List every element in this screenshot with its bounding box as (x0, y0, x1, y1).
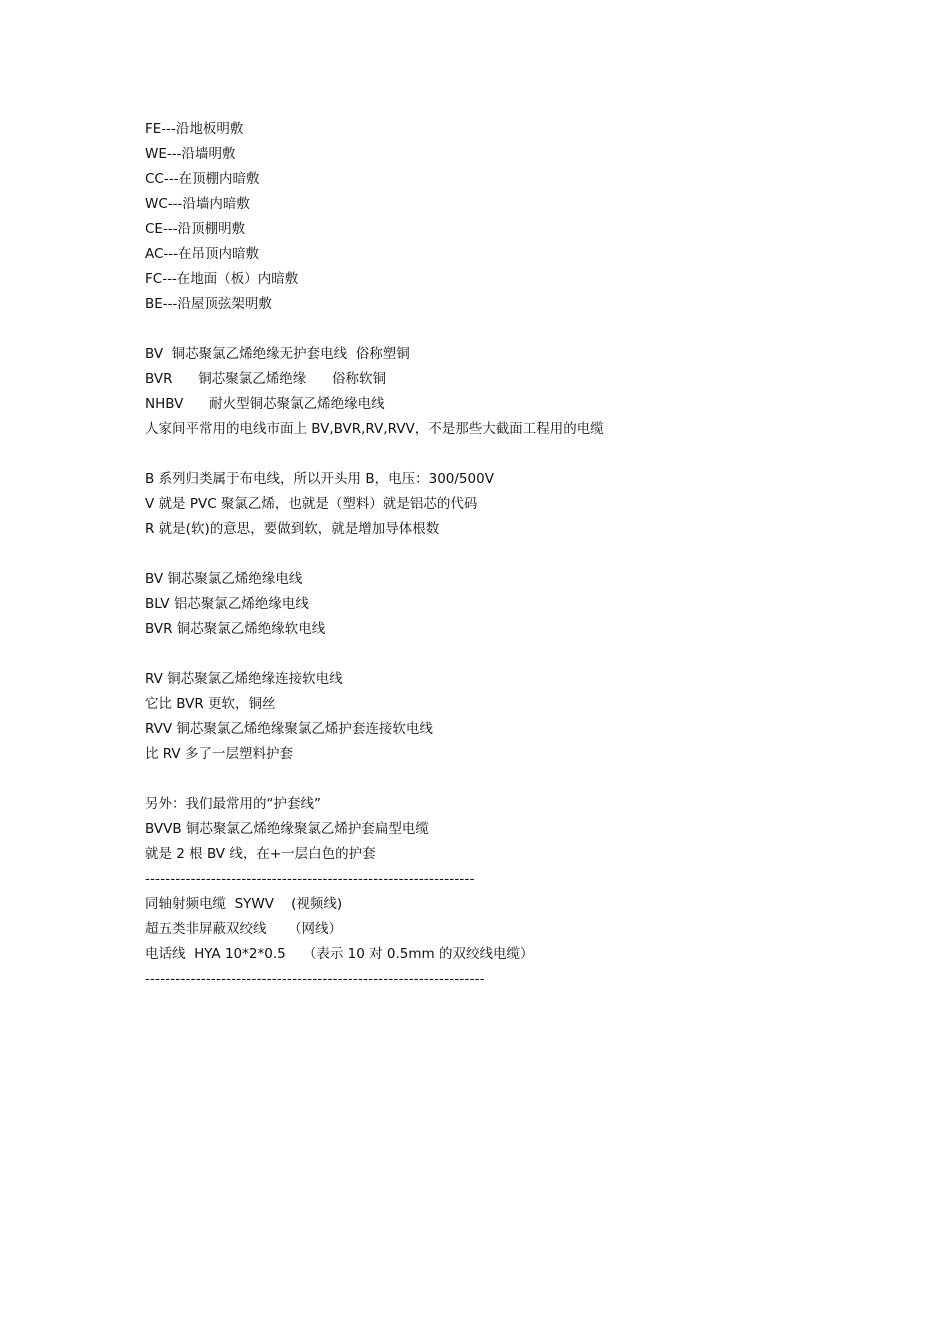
laying-codes-block (145, 117, 865, 317)
text-line: 它比 BVR 更软，铜丝 (145, 696, 276, 712)
sheath-wire-block (145, 792, 865, 867)
text-line: WE---沿墙明敷 (145, 146, 236, 162)
text-line: BV 铜芯聚氯乙烯绝缘电线 (145, 571, 303, 587)
text-line: BVVB 铜芯聚氯乙烯绝缘聚氯乙烯护套扁型电缆 (145, 821, 429, 837)
text-line: 比 RV 多了一层塑料护套 (145, 746, 293, 762)
text-line: WC---沿墙内暗敷 (145, 196, 250, 212)
bv-block (145, 567, 865, 642)
document-body (145, 117, 865, 992)
text-line: CE---沿顶棚明敷 (145, 221, 246, 237)
text-line: B 系列归类属于布电线，所以开头用 B，电压：300/500V (145, 471, 494, 487)
paragraph-gap (145, 442, 865, 467)
text-line: RVV 铜芯聚氯乙烯绝缘聚氯乙烯护套连接软电线 (145, 721, 433, 737)
wire-types-block (145, 342, 865, 442)
text-line: RV 铜芯聚氯乙烯绝缘连接软电线 (145, 671, 343, 687)
paragraph-gap (145, 642, 865, 667)
text-line: BLV 铝芯聚氯乙烯绝缘电线 (145, 596, 309, 612)
text-line: BV 铜芯聚氯乙烯绝缘无护套电线 俗称塑铜 (145, 346, 410, 362)
text-line: 就是 2 根 BV 线，在+一层白色的护套 (145, 846, 376, 862)
text-line: 超五类非屏蔽双绞线 （网线） (145, 921, 342, 937)
text-line: 另外：我们最常用的“护套线” (145, 796, 321, 812)
text-line: FE---沿地板明敷 (145, 121, 244, 137)
text-line: BVR 铜芯聚氯乙烯绝缘 俗称软铜 (145, 371, 386, 387)
text-line: BVR 铜芯聚氯乙烯绝缘软电线 (145, 621, 326, 637)
paragraph-gap (145, 767, 865, 792)
text-line: CC---在顶棚内暗敷 (145, 171, 260, 187)
paragraph-gap (145, 542, 865, 567)
text-line: R 就是(软)的意思，要做到软，就是增加导体根数 (145, 521, 440, 537)
paragraph-gap (145, 317, 865, 342)
text-line: 同轴射频电缆 SYWV (视频线) (145, 896, 343, 912)
text-line: 电话线 HYA 10*2*0.5 （表示 10 对 0.5mm 的双绞线电缆） (145, 946, 534, 962)
text-line: FC---在地面（板）内暗敷 (145, 271, 299, 287)
text-line: AC---在吊顶内暗敷 (145, 246, 260, 262)
separator-line: ------------------------------------------------------------------- (145, 971, 485, 987)
text-line: V 就是 PVC 聚氯乙烯，也就是（塑料）就是铝芯的代码 (145, 496, 478, 512)
text-line: NHBV 耐火型铜芯聚氯乙烯绝缘电线 (145, 396, 385, 412)
b-series-block (145, 467, 865, 542)
rv-block (145, 667, 865, 767)
separator-line: ----------------------------------------------------------------- (145, 871, 475, 887)
cables-block (145, 892, 865, 967)
text-line: 人家间平常用的电线市面上 BV,BVR,RV,RVV，不是那些大截面工程用的电缆 (145, 421, 604, 437)
text-line: BE---沿屋顶弦架明敷 (145, 296, 272, 312)
